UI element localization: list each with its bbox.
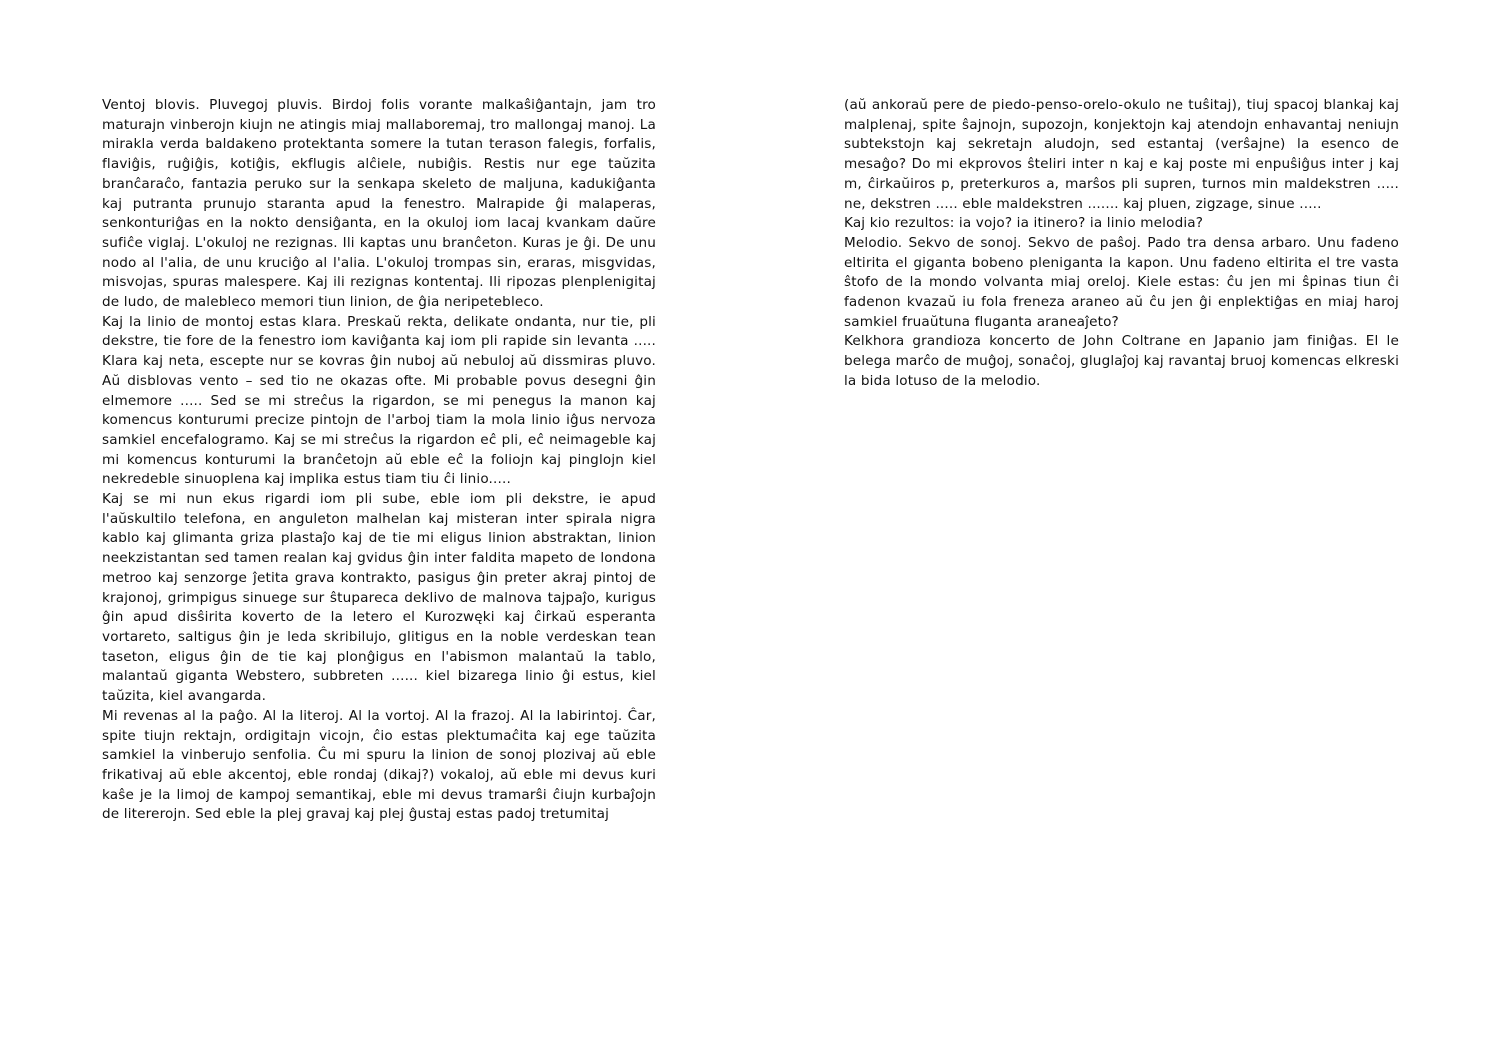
paragraph: Ventoj blovis. Pluvegoj pluvis. Birdoj folis vorante malkaŝiĝantajn, jam tro maturajn vinberojn kiujn ne atingis miaj mallaboremaj, tro mallongaj manoj. La mirakla verda baldakeno protektanta somere la tutan terason falegis, forfalis, flaviĝis, ruĝiĝis, kotiĝis, ekflugis alĉiele, nubiĝis. Restis nur ege taŭzita branĉaraĉo, fantazia peruko sur la senkapa skeleto de maljuna, kadukiĝanta kaj putranta prunujo staranta apud la fenestro. Malrapide ĝi malaperas, senkonturiĝas en la nokto densiĝanta, en la okuloj iom lacaj kvankam daŭre sufiĉe viglaj. L'okuloj ne rezignas. Ili kaptas unu branĉeton. Kuras je ĝi. De unu nodo al l'alia, de unu kruciĝo al l'alia. L'okuloj trompas sin, eraras, misgvidas, misvojas, spuras malespere. Kaj ili rezignas kontentaj. Ili ripozas plenplenigitaj de ludo, de malebleco memori tiun linion, de ĝia neripetebleco. — [102, 97, 656, 311]
paragraph: (aŭ ankoraŭ pere de piedo-penso-orelo-okulo ne tuŝitaj), tiuj spacoj blankaj kaj malplenaj, spite ŝajnojn, supozojn, konjektojn kaj atendojn enhavantaj neniujn subtekstojn kaj sekretajn aludojn, sed estantaj (verŝajne) la esenco de mesaĝo? Do mi ekprovos ŝteliri inter n kaj e kaj poste mi enpuŝiĝus inter j kaj m, ĉirkaŭiros p, preterkuros a, marŝos pli supren, turnos min maldekstren ..... ne, dekstren ..... eble maldekstren ....... kaj pluen, zigzage, sinue ..... — [844, 97, 1399, 212]
left-page — [102, 96, 656, 825]
right-page — [844, 96, 1399, 392]
paragraph: Melodio. Sekvo de sonoj. Sekvo de paŝoj. Pado tra densa arbaro. Unu fadeno eltirita el giganta bobeno pleniganta la kapon. Unu fadeno eltirita el tre vasta ŝtofo de la mondo volvanta miaj oreloj. Kiele estas: ĉu jen mi ŝpinas tiun ĉi fadenon kvazaŭ iu fola freneza araneo aŭ ĉu jen ĝi enplektiĝas en miaj haroj samkiel fruaŭtuna fluganta araneaĵeto? — [844, 234, 1399, 330]
paragraph: Kelkhora grandioza koncerto de John Coltrane en Japanio jam finiĝas. El le belega marĉo de muĝoj, sonaĉoj, gluglaĵoj kaj ravantaj bruoj komencas elkreski la bida lotuso de la melodio. — [844, 333, 1399, 389]
paragraph: Kaj kio rezultos: ia vojo? ia itinero? ia linio melodia? — [844, 215, 1204, 232]
paragraph: Kaj la linio de montoj estas klara. Preskaŭ rekta, delikate ondanta, nur tie, pli dekstre, tie fore de la fenestro iom kaviĝanta kaj iom pli rapide sin levanta ..... Klara kaj neta, escepte nur se kovras ĝin nuboj aŭ nebuloj aŭ dissmiras pluvo. Aŭ disblovas vento – sed tio ne okazas ofte. Mi probable povus desegni ĝin elmemore ..... Sed se mi streĉus la rigardon, se mi penegus la manon kaj komencus konturumi precize pintojn de l'arboj tiam la mola linio iĝus nervoza samkiel encefalogramo. Kaj se mi streĉus la rigardon eĉ pli, eĉ neimageble kaj mi komencus konturumi la branĉetojn aŭ eble eĉ la foliojn kaj pinglojn kiel nekredeble sinuoplena kaj implika estus tiam tiu ĉi linio..... — [102, 313, 656, 488]
paragraph: Kaj se mi nun ekus rigardi iom pli sube, eble iom pli dekstre, ie apud l'aŭskultilo telefona, en anguleton malhelan kaj misteran inter spirala nigra kablo kaj glimanta griza plastaĵo kaj de tie mi eligus linion abstraktan, linion neekzistantan sed tamen realan kaj gvidus ĝin inter faldita mapeto de londona metroo kaj senzorge ĵetita grava kontrakto, pasigus ĝin preter akraj pintoj de krajonoj, grimpigus sinuege sur ŝtupareca deklivo de malnova tajpaĵo, kurigus ĝin apud disŝirita koverto de la letero el Kurozwęki kaj ĉirkaŭ esperanta vortareto, saltigus ĝin je leda skribilujo, glitigus en la noble verdeskan tean taseton, eligus ĝin de tie kaj plonĝigus en l'abismon malantaŭ la tablo, malantaŭ giganta Webstero, subbreten ...... kiel bizarega linio ĝi estus, kiel taŭzita, kiel avangarda. — [102, 491, 656, 705]
paragraph: Mi revenas al la paĝo. Al la literoj. Al la vortoj. Al la frazoj. Al la labirintoj. Ĉar, spite tiujn rektajn, ordigitajn vicojn, ĉio estas plektumaĉita kaj ege taŭzita samkiel la vinberujo senfolia. Ĉu mi spuru la linion de sonoj plozivaj aŭ eble frikativaj aŭ eble akcentoj, eble rondaj (dikaj?) vokaloj, aŭ eble mi devus kuri kaŝe je la limoj de kampoj semantikaj, eble mi devus tramarŝi ĉiujn kurbaĵojn de litererojn. Sed eble la plej gravaj kaj plej ĝustaj estas padoj tretumitaj — [102, 707, 656, 823]
